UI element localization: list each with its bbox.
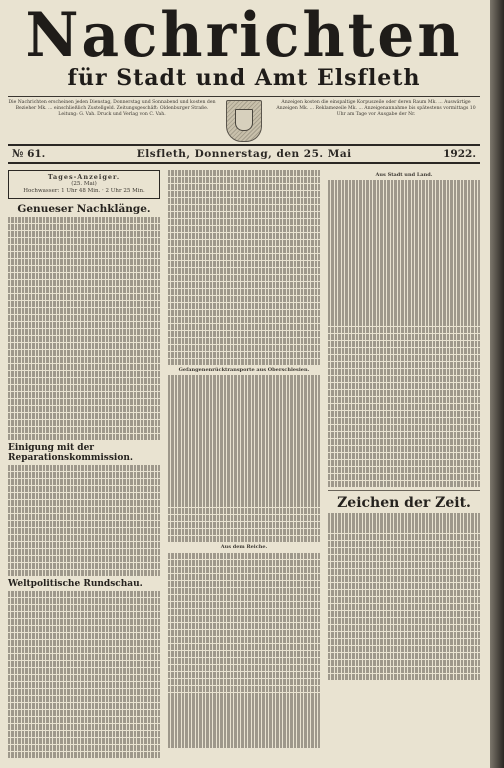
daily-notice-box <box>8 170 160 199</box>
issue-date: Elsfleth, Donnerstag, den 25. Mai <box>136 148 352 160</box>
article-heading: Aus dem Reiche. <box>220 544 268 551</box>
article-heading: Einigung mit der Reparationskommission. <box>8 442 134 463</box>
subscription-info: Die Nachrichten erscheinen jeden Dienstag, Donnerstag und Sonnabend und kosten den Bezieher Mk. ... einschließlich Zustellgeld. Zeitungsgeschäft: Oldenburger Straße. Leitung: G. Vah. Druck und Verlag von C. Vah. <box>8 100 216 118</box>
article-body <box>168 375 320 542</box>
issue-number: № 61. <box>12 148 46 160</box>
article-body <box>8 465 160 576</box>
coat-of-arms-icon <box>226 100 262 142</box>
daily-notice-date: (25. Mai) <box>71 181 97 187</box>
article-columns <box>8 170 480 759</box>
issue-year: 1922. <box>443 148 476 160</box>
daily-notice-title: Tages-Anzeiger. <box>47 173 121 181</box>
masthead-subtitle: für Stadt und Amt Elsfleth <box>67 65 421 91</box>
article-heading: Zeichen der Zeit. <box>337 495 471 512</box>
article-body <box>8 217 160 440</box>
article-heading: Genueser Nachklänge. <box>17 203 151 215</box>
article-heading: Aus Stadt und Land. <box>375 172 433 178</box>
dateline <box>8 144 480 164</box>
article-body <box>168 553 320 748</box>
article-body <box>168 170 320 365</box>
article-heading: Gefangenenrücktransporte aus Oberschlesien. <box>178 366 310 373</box>
advert-rates-info: Anzeigen kosten die einspaltige Korpuszeile oder deren Raum Mk. ... Auswärtige Anzeigen Mk. ... Reklamezeile Mk. ... Anzeigenannahme bis spätestens vormittags 10 Uhr am Tage vor Ausgabe der Nr. <box>276 100 476 118</box>
article-body <box>8 591 160 758</box>
column-1 <box>8 170 160 759</box>
article-heading: Weltpolitische Rundschau. <box>8 579 143 590</box>
article-body <box>328 180 480 487</box>
article-body <box>328 513 480 680</box>
info-bar <box>8 96 480 142</box>
masthead-title: Nachrichten <box>25 0 463 71</box>
page-edge <box>490 0 504 768</box>
column-3 <box>328 170 480 759</box>
column-2 <box>168 170 320 759</box>
column-divider <box>328 490 480 491</box>
daily-notice-tides: Hochwasser: 1 Uhr 48 Min. · 2 Uhr 25 Min. <box>23 188 145 194</box>
